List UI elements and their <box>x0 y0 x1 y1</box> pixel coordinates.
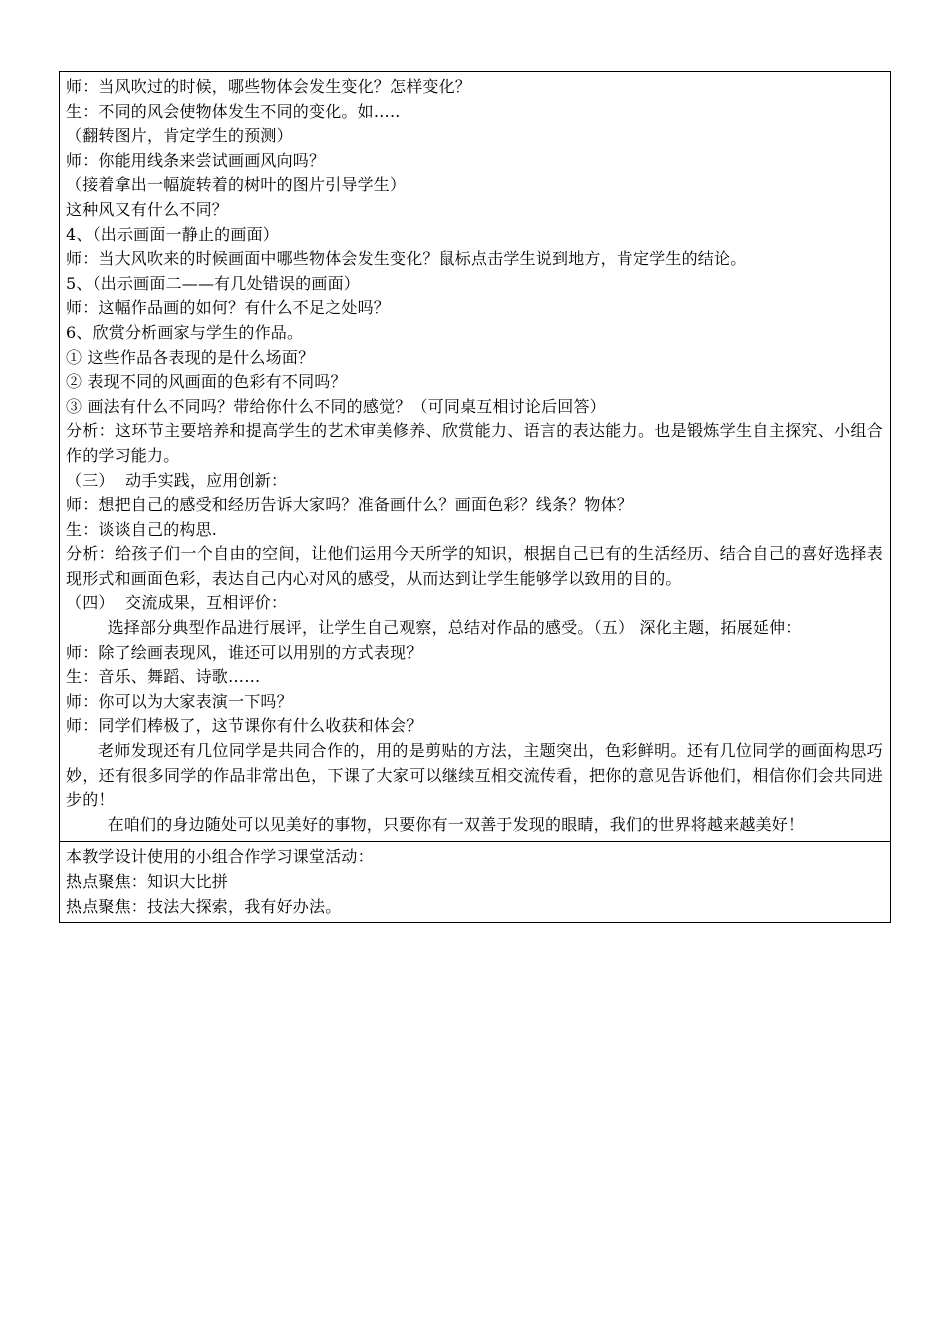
text-line: 生：不同的风会使物体发生不同的变化。如….. <box>66 101 401 121</box>
section-heading: （三） 动手实践，应用创新： <box>66 470 288 490</box>
lesson-plan-table <box>59 71 891 923</box>
text-line: ③ 画法有什么不同吗？带给你什么不同的感觉？（可同桌互相讨论后回答） <box>66 396 606 416</box>
teacher-paragraph: 老师发现还有几位同学是共同合作的，用的是剪贴的方法，主题突出，色彩鲜明。还有几位同学的画面构思巧妙，还有很多同学的作品非常出色，下课了大家可以继续互相交流传看，把你的意见告诉他们，相信你们会共同进步的！ <box>66 741 883 810</box>
text-line: 师：当风吹过的时候，哪些物体会发生变化？怎样变化？ <box>66 77 472 96</box>
text-line: 热点聚焦：知识大比拼 <box>66 872 229 891</box>
text-line: 师：当大风吹来的时候画面中哪些物体会发生变化？鼠标点击学生说到地方，肯定学生的结论。 <box>66 249 747 269</box>
text-line: ② 表现不同的风画面的色彩有不同吗？ <box>66 372 347 392</box>
closing-paragraph: 在咱们的身边随处可以见美好的事物，只要你有一双善于发现的眼睛，我们的世界将越来越美好！ <box>107 814 805 834</box>
text-line: 师：你可以为大家表演一下吗？ <box>66 691 293 711</box>
activity-cell <box>60 842 890 922</box>
exchange-paragraph: 选择部分典型作品进行展评，让学生自己观察，总结对作品的感受。（五） 深化主题，拓展延伸： <box>107 618 802 638</box>
section-heading: （四） 交流成果，互相评价： <box>66 593 288 613</box>
text-line: （接着拿出一幅旋转着的树叶的图片引导学生） <box>66 175 407 195</box>
text-line: 本教学设计使用的小组合作学习课堂活动： <box>66 847 374 867</box>
text-line: 师：同学们棒极了，这节课你有什么收获和体会？ <box>66 716 423 736</box>
text-line: 4、（出示画面一静止的画面） <box>66 224 279 244</box>
text-line: 6、欣赏分析画家与学生的作品。 <box>66 322 304 342</box>
text-line: 生：音乐、舞蹈、诗歌…… <box>66 667 261 687</box>
text-line: （翻转图片，肯定学生的预测） <box>66 126 293 146</box>
lesson-process-cell <box>60 72 890 842</box>
text-line: 生：谈谈自己的构思. <box>66 519 218 539</box>
text-line: ① 这些作品各表现的是什么场面？ <box>66 347 315 367</box>
text-line: 这种风又有什么不同？ <box>66 199 229 219</box>
text-line: 热点聚焦：技法大探索，我有好办法。 <box>66 896 342 916</box>
text-line: 师：除了绘画表现风，谁还可以用别的方式表现？ <box>66 642 423 662</box>
text-line: 师：想把自己的感受和经历告诉大家吗？准备画什么？画面色彩？线条？物体？ <box>66 495 634 515</box>
text-line: 师：你能用线条来尝试画画风向吗？ <box>66 150 326 170</box>
analysis-paragraph: 分析：这环节主要培养和提高学生的艺术审美修养、欣赏能力、语言的表达能力。也是锻炼学生自主探究、小组合作的学习能力。 <box>66 421 883 465</box>
analysis-paragraph: 分析：给孩子们一个自由的空间，让他们运用今天所学的知识，根据自己已有的生活经历、结合自己的喜好选择表现形式和画面色彩，表达自己内心对风的感受，从而达到让学生能够学以致用的目的。 <box>66 544 883 588</box>
text-line: 师：这幅作品画的如何？有什么不足之处吗？ <box>66 298 391 318</box>
text-line: 5、（出示画面二——有几处错误的画面） <box>66 273 360 293</box>
